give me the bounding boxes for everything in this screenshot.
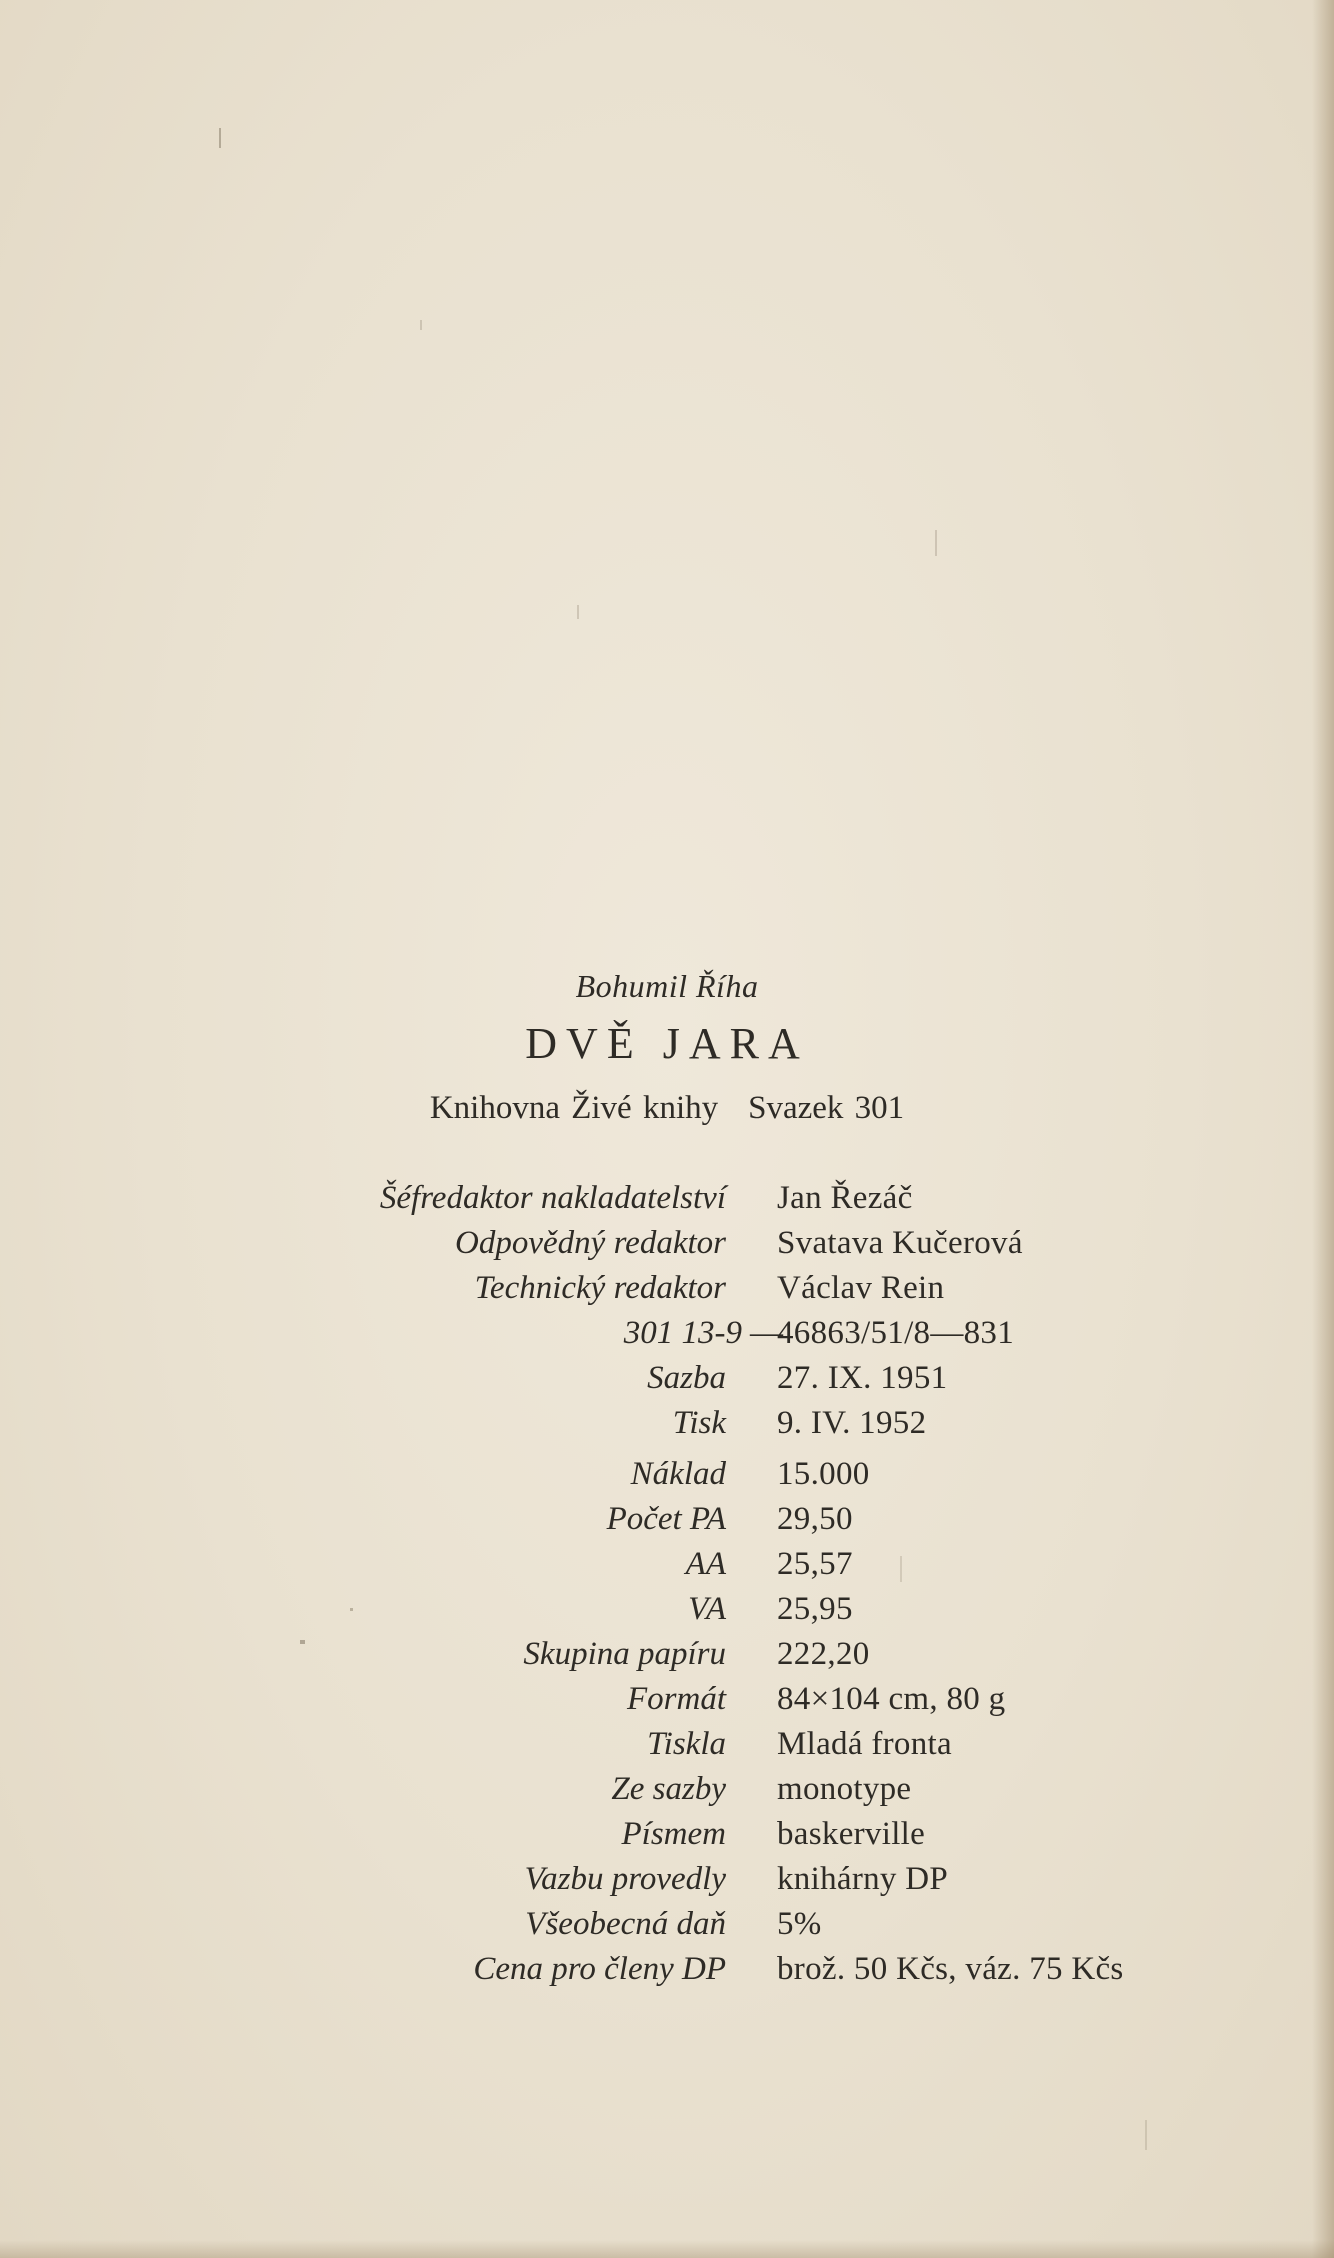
- imprint-value: 9. IV. 1952: [777, 1405, 927, 1441]
- imprint-label: AA: [685, 1546, 726, 1582]
- imprint-row-print-run: [0, 1452, 1334, 1497]
- imprint-label: Cena pro členy DP: [473, 1951, 726, 1987]
- imprint-value: 84×104 cm, 80 g: [777, 1681, 1006, 1717]
- imprint-value: Jan Řezáč: [777, 1180, 913, 1216]
- imprint-value: knihárny DP: [777, 1861, 949, 1897]
- imprint-row-binding-by: [0, 1857, 1334, 1902]
- imprint-row-technical-editor: [0, 1266, 1334, 1311]
- imprint-row-printed-by: [0, 1722, 1334, 1767]
- imprint-row-general-tax: [0, 1902, 1334, 1947]
- imprint-label: Tiskla: [647, 1726, 726, 1762]
- paper-speck: [1145, 2120, 1147, 2150]
- imprint-value: brož. 50 Kčs, váz. 75 Kčs: [777, 1951, 1124, 1987]
- imprint-label: Šéfredaktor nakladatelství: [379, 1180, 726, 1216]
- imprint-value: Václav Rein: [777, 1270, 945, 1306]
- imprint-dash: —: [750, 1315, 783, 1351]
- imprint-label: Skupina papíru: [523, 1636, 726, 1672]
- series-line: [0, 1090, 1334, 1127]
- imprint-label: Počet PA: [606, 1501, 726, 1537]
- imprint-row-typeface: [0, 1812, 1334, 1857]
- imprint-label: Náklad: [630, 1456, 726, 1492]
- imprint-label: Tisk: [672, 1405, 726, 1441]
- paper-speck: [577, 605, 579, 619]
- imprint-row-code: [0, 1311, 1334, 1356]
- page-edge-shadow-bottom: [0, 2240, 1334, 2258]
- imprint-row-responsible-editor: [0, 1221, 1334, 1266]
- author-name: Bohumil Říha: [575, 968, 759, 1004]
- imprint-label: VA: [688, 1591, 726, 1627]
- imprint-row-pa-count: [0, 1497, 1334, 1542]
- imprint-value: 5%: [777, 1906, 822, 1942]
- imprint-row-printing: [0, 1401, 1334, 1446]
- imprint-value: 25,57: [777, 1546, 853, 1582]
- imprint-label: Ze sazby: [611, 1771, 726, 1807]
- imprint-value: Mladá fronta: [777, 1726, 952, 1762]
- imprint-label: Vazbu provedly: [524, 1861, 726, 1897]
- imprint-value: 15.000: [777, 1456, 870, 1492]
- imprint-row-va: [0, 1587, 1334, 1632]
- imprint-label: Sazba: [647, 1360, 726, 1396]
- imprint-label: Odpovědný redaktor: [455, 1225, 726, 1261]
- imprint-value: baskerville: [777, 1816, 926, 1852]
- imprint-value: Svatava Kučerová: [777, 1225, 1023, 1261]
- paper-speck: [420, 320, 422, 330]
- imprint-row-aa: [0, 1542, 1334, 1587]
- imprint-block: [0, 1176, 1334, 1992]
- series-volume: Svazek 301: [748, 1090, 905, 1126]
- imprint-label: Všeobecná daň: [525, 1906, 726, 1942]
- imprint-label: 301 13-9: [623, 1315, 742, 1351]
- imprint-row-format: [0, 1677, 1334, 1722]
- imprint-value: 27. IX. 1951: [777, 1360, 948, 1396]
- imprint-row-paper-group: [0, 1632, 1334, 1677]
- series-library: Knihovna Živé knihy: [429, 1090, 719, 1126]
- imprint-row-typesetting-from: [0, 1767, 1334, 1812]
- imprint-row-member-price: [0, 1947, 1334, 1992]
- imprint-value: 29,50: [777, 1501, 853, 1537]
- imprint-label: Písmem: [621, 1816, 726, 1852]
- imprint-label: Formát: [627, 1681, 726, 1717]
- imprint-value: monotype: [777, 1771, 912, 1807]
- imprint-row-editor-in-chief: [0, 1176, 1334, 1221]
- imprint-value: 46863/51/8—831: [777, 1315, 1015, 1351]
- book-title: DVĚ JARA: [525, 1019, 809, 1068]
- imprint-value: 222,20: [777, 1636, 870, 1672]
- imprint-row-typesetting: [0, 1356, 1334, 1401]
- paper-speck: [935, 530, 937, 556]
- imprint-value: 25,95: [777, 1591, 853, 1627]
- imprint-label: Technický redaktor: [474, 1270, 726, 1306]
- paper-speck: [219, 128, 221, 148]
